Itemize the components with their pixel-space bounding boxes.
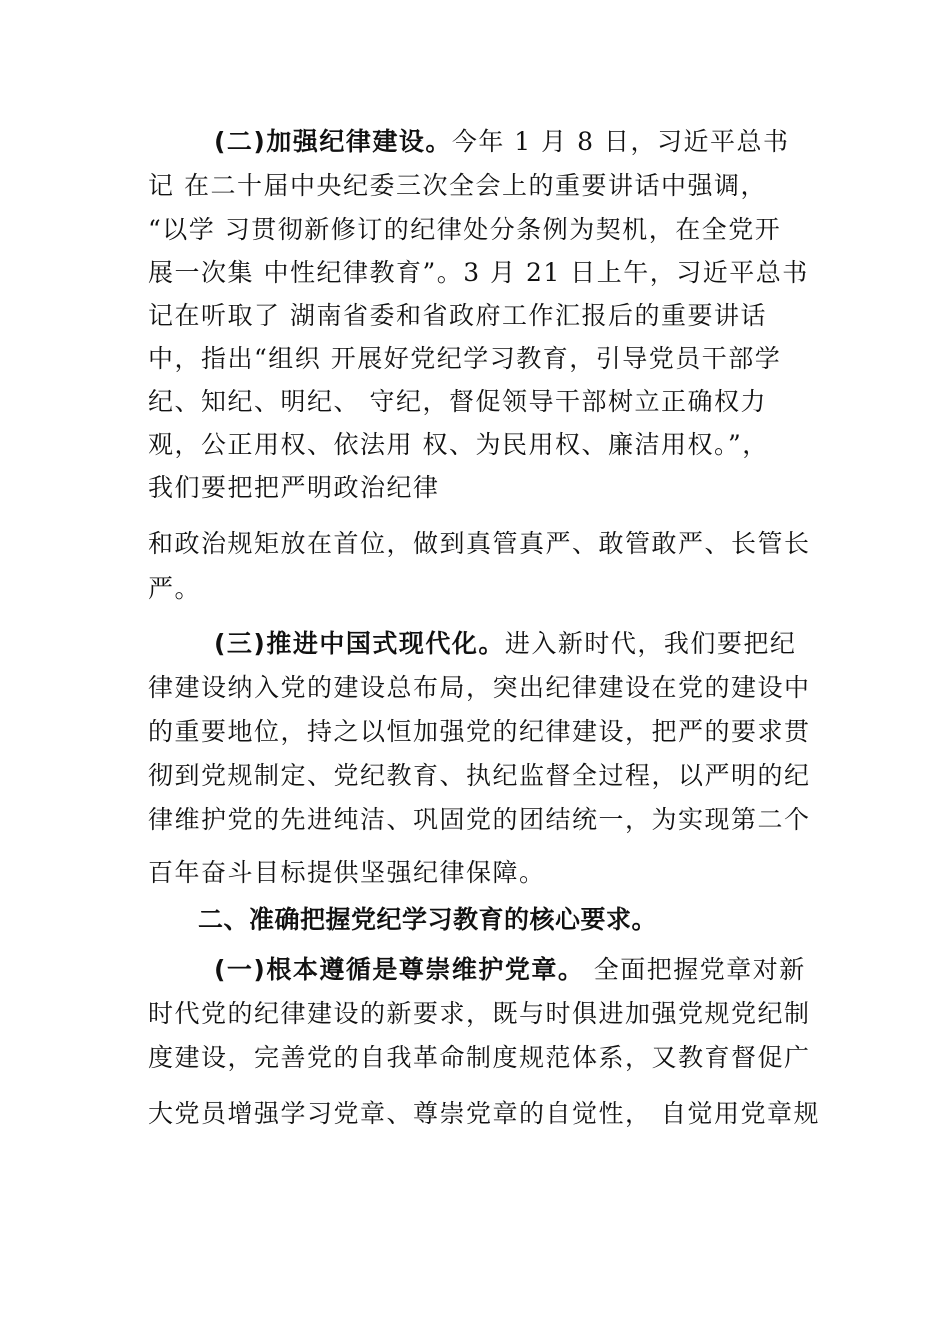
paragraph-3-line-6: 百年奋斗目标提供坚强纪律保障。 xyxy=(148,858,546,887)
paragraph-4-text: 全面把握党章对新 xyxy=(584,955,806,984)
paragraph-4-line-1 xyxy=(214,954,806,986)
paragraph-2-line-1 xyxy=(214,126,789,158)
paragraph-4-line-4: 大党员增强学习党章、尊崇党章的自觉性， 自觉用党章规 xyxy=(148,1099,820,1128)
paragraph-2-line-5: 记在听取了 湖南省委和省政府工作汇报后的重要讲话 xyxy=(148,301,767,330)
paragraph-3-line-2: 律建设纳入党的建设总布局，突出纪律建设在党的建设中 xyxy=(148,673,811,702)
section-2-heading: 二、准确把握党纪学习教育的核心要求。 xyxy=(198,905,658,934)
paragraph-2-line-2: 记 在二十届中央纪委三次全会上的重要讲话中强调， xyxy=(148,171,767,200)
paragraph-2-line-4: 展一次集 中性纪律教育”。3 月 21 日上午，习近平总书 xyxy=(148,258,809,287)
paragraph-3-line-4: 彻到党规制定、党纪教育、执纪监督全过程，以严明的纪 xyxy=(148,761,811,790)
paragraph-4-line-2: 时代党的纪律建设的新要求，既与时俱进加强党规党纪制 xyxy=(148,999,811,1028)
paragraph-3-line-3: 的重要地位，持之以恒加强党的纪律建设，把严的要求贯 xyxy=(148,717,811,746)
paragraph-3-lead: (三)推进中国式现代化。 xyxy=(214,629,505,658)
paragraph-2-line-11: 严。 xyxy=(148,574,202,603)
paragraph-3-text: 进入新时代，我们要把纪 xyxy=(504,629,797,658)
paragraph-2-text: 今年 1 月 8 日，习近平总书 xyxy=(451,127,790,156)
paragraph-2-line-7: 纪、知纪、明纪、 守纪，督促领导干部树立正确权力 xyxy=(148,387,767,416)
paragraph-2-line-3: “以学 习贯彻新修订的纪律处分条例为契机，在全党开 xyxy=(148,215,782,244)
paragraph-3-line-5: 律维护党的先进纯洁、巩固党的团结统一，为实现第二个 xyxy=(148,805,811,834)
paragraph-2-line-9: 我们要把把严明政治纪律 xyxy=(148,473,440,502)
paragraph-2-lead: (二)加强纪律建设。 xyxy=(214,127,452,156)
paragraph-2-line-6: 中，指出“组织 开展好党纪学习教育，引导党员干部学 xyxy=(148,344,782,373)
paragraph-3-line-1 xyxy=(214,628,796,660)
paragraph-4-lead: (一)根本遵循是尊崇维护党章。 xyxy=(214,955,585,984)
paragraph-4-line-3: 度建设，完善党的自我革命制度规范体系，又教育督促广 xyxy=(148,1043,811,1072)
paragraph-2-line-10: 和政治规矩放在首位，做到真管真严、敢管敢严、长管长 xyxy=(148,529,811,558)
paragraph-2-line-8: 观，公正用权、依法用 权、为民用权、廉洁用权。”， xyxy=(148,430,769,459)
